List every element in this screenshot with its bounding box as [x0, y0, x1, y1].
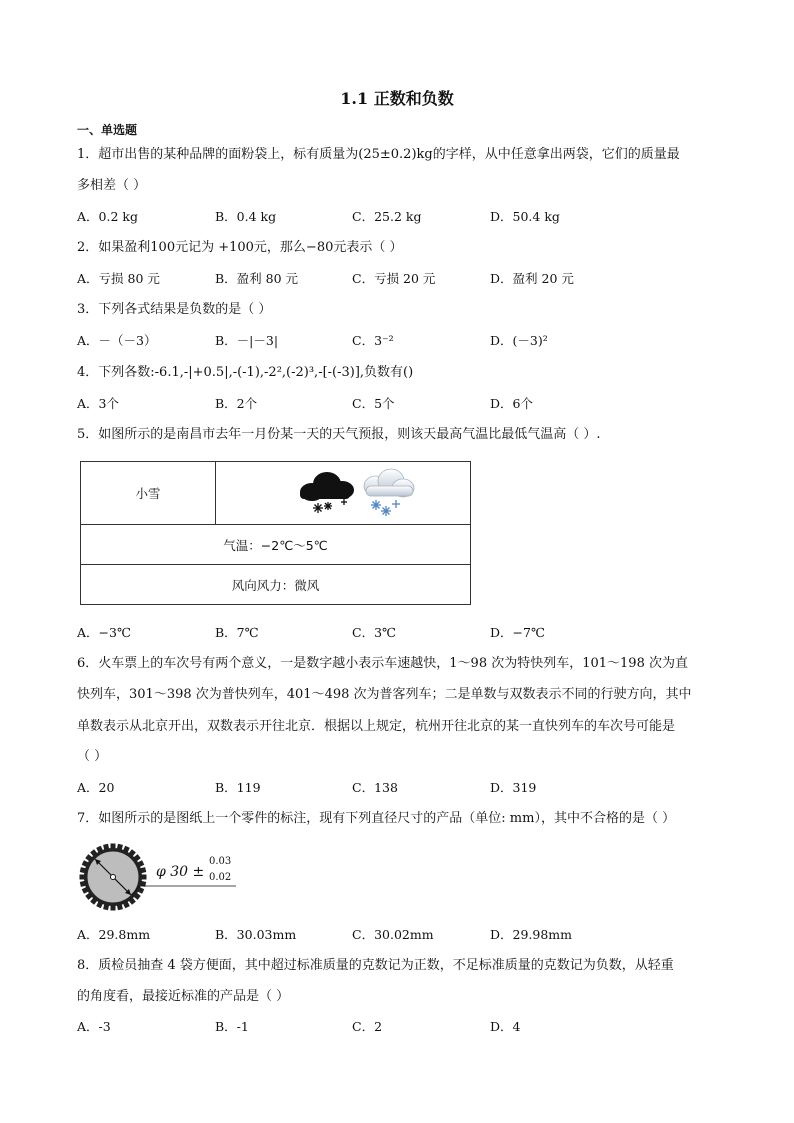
q7-option-a: A．29.8mm	[77, 927, 151, 942]
weather-condition: 小雪	[81, 462, 216, 524]
tolerance-lower: 0.02	[209, 872, 232, 883]
q6-option-a: A．20	[77, 780, 115, 795]
q2-option-b: B．盈利 80 元	[215, 271, 299, 286]
q4-option-b: B．2个	[215, 396, 258, 411]
q7-option-b: B．30.03mm	[215, 927, 297, 942]
q8-option-d: D．4	[490, 1019, 521, 1034]
q1-option-b: B．0.4 kg	[215, 209, 277, 224]
q7-option-d: D．29.98mm	[490, 927, 573, 942]
q2-option-d: D．盈利 20 元	[490, 271, 574, 286]
gear-figure	[78, 842, 238, 912]
question-4-text: 4．下列各数:-6.1,-|+0.5|,-(-1),-2²,(-2)³,-[-(-3)],负数有()	[77, 365, 414, 380]
q2-option-c: C．亏损 20 元	[352, 271, 436, 286]
weather-temperature: 气温：−2℃～5℃	[81, 525, 470, 565]
question-6-text-cont: 单数表示从北京开出，双数表示开往北京．根据以上规定，杭州开往北京的某一直快列车的车次号可能是	[77, 719, 676, 734]
question-1-text-cont: 多相差（ ）	[77, 178, 147, 193]
q5-option-b: B．7℃	[215, 625, 259, 640]
q4-option-c: C．5个	[352, 396, 395, 411]
tolerance-nominal: φ 30 ±	[156, 864, 205, 880]
snow-cloud-icon	[216, 462, 470, 524]
weather-row-condition	[81, 462, 470, 525]
q7-option-c: C．30.02mm	[352, 927, 434, 942]
question-5-text: 5．如图所示的是南昌市去年一月份某一天的天气预报，则该天最高气温比最低气温高（ ）.	[77, 427, 601, 442]
question-8-text-cont: 的角度看，最接近标准的产品是（ ）	[77, 989, 290, 1004]
q6-option-b: B．119	[215, 780, 261, 795]
weather-wind: 风向风力：微风	[231, 577, 320, 593]
q3-option-b: B．－|－3|	[215, 333, 279, 348]
q6-option-d: D．319	[490, 780, 537, 795]
q8-option-b: B．-1	[215, 1019, 249, 1034]
q5-option-d: D．−7℃	[490, 625, 545, 640]
question-6-text: 6．火车票上的车次号有两个意义，一是数字越小表示车速越快，1～98 次为特快列车，101～198 次为直	[77, 656, 688, 671]
q3-option-d: D．(－3)²	[490, 333, 548, 348]
question-1-text: 1．超市出售的某种品牌的面粉袋上，标有质量为(25±0.2)kg的字样，从中任意拿出两袋，它们的质量最	[77, 147, 680, 162]
question-6-text-cont: 快列车，301～398 次为普快列车，401～498 次为普客列车；二是单数与双数表示不同的行驶方向，其中	[77, 687, 692, 702]
q8-option-c: C．2	[352, 1019, 383, 1034]
q1-option-d: D．50.4 kg	[490, 209, 560, 224]
question-7-text: 7．如图所示的是图纸上一个零件的标注，现有下列直径尺寸的产品（单位: mm），其中不合格的是（ ）	[77, 811, 676, 826]
q8-option-a: A．-3	[77, 1019, 111, 1034]
q3-option-c: C．3⁻²	[352, 333, 394, 348]
section-heading: 一、单选题	[77, 123, 138, 137]
q3-option-a: A．－（－3）	[77, 333, 157, 348]
weather-icons	[216, 462, 470, 524]
q4-option-a: A．3个	[77, 396, 119, 411]
q5-option-a: A．−3℃	[77, 625, 131, 640]
question-6-text-cont: （ ）	[77, 749, 108, 764]
tolerance-upper: 0.03	[209, 856, 232, 867]
page-title: 1.1 正数和负数	[340, 89, 454, 108]
q6-option-c: C．138	[352, 780, 398, 795]
weather-forecast-table	[80, 461, 471, 605]
question-3-text: 3．下列各式结果是负数的是（ ）	[77, 302, 272, 317]
q1-option-c: C．25.2 kg	[352, 209, 422, 224]
q2-option-a: A．亏损 80 元	[77, 271, 160, 286]
q1-option-a: A．0.2 kg	[77, 209, 138, 224]
question-8-text: 8．质检员抽查 4 袋方便面，其中超过标准质量的克数记为正数，不足标准质量的克数记为负数，从轻重	[77, 958, 674, 973]
question-2-text: 2．如果盈利100元记为 +100元，那么−80元表示（ ）	[77, 240, 403, 255]
q4-option-d: D．6个	[490, 396, 533, 411]
q5-option-c: C．3℃	[352, 625, 397, 640]
